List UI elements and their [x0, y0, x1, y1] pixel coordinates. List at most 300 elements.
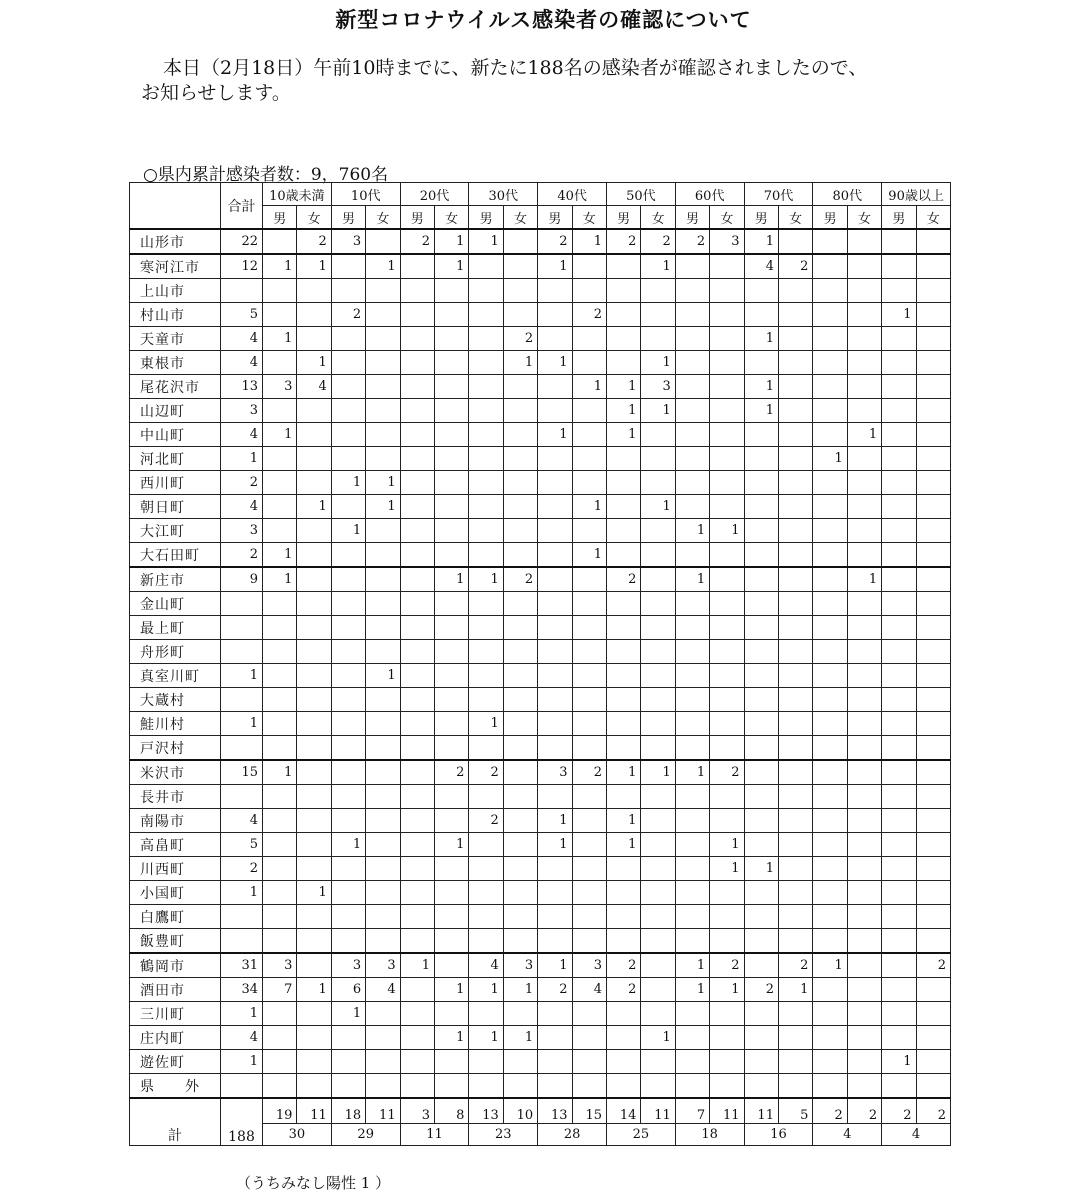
count-cell: 1	[572, 495, 606, 519]
count-cell	[331, 616, 365, 640]
count-cell: 3	[503, 953, 537, 978]
count-cell	[366, 616, 400, 640]
count-cell: 2	[434, 760, 468, 785]
row-total: 4	[221, 351, 263, 375]
table-row	[130, 905, 951, 929]
count-cell	[778, 640, 812, 664]
count-cell	[503, 881, 537, 905]
count-cell	[778, 423, 812, 447]
count-cell	[572, 1002, 606, 1026]
table-row	[130, 953, 951, 978]
count-cell	[434, 881, 468, 905]
table-row	[130, 303, 951, 327]
count-cell	[778, 327, 812, 351]
count-cell	[538, 567, 572, 592]
municipality-name: 真室川町	[130, 664, 221, 688]
municipality-name: 大石田町	[130, 543, 221, 568]
count-cell	[538, 881, 572, 905]
count-cell	[641, 447, 675, 471]
count-cell	[434, 929, 468, 954]
count-cell	[503, 833, 537, 857]
count-cell	[778, 519, 812, 543]
count-cell: 1	[263, 254, 297, 279]
count-cell	[331, 712, 365, 736]
count-cell	[366, 303, 400, 327]
count-cell	[366, 785, 400, 809]
count-cell: 1	[331, 471, 365, 495]
count-cell: 1	[434, 229, 468, 254]
count-cell	[778, 375, 812, 399]
count-cell	[572, 640, 606, 664]
count-cell	[366, 857, 400, 881]
count-cell	[710, 423, 744, 447]
count-cell	[366, 399, 400, 423]
municipality-name: 鮭川村	[130, 712, 221, 736]
count-cell: 1	[710, 833, 744, 857]
count-cell	[813, 471, 847, 495]
count-cell	[813, 279, 847, 303]
count-cell	[263, 1050, 297, 1074]
count-cell: 1	[641, 495, 675, 519]
count-cell	[916, 809, 950, 833]
count-cell	[297, 1002, 331, 1026]
count-cell	[263, 833, 297, 857]
count-cell	[744, 423, 778, 447]
female-header: 女	[572, 206, 606, 230]
count-cell	[469, 592, 503, 616]
count-cell	[434, 785, 468, 809]
count-cell	[847, 953, 881, 978]
count-cell	[916, 616, 950, 640]
count-cell	[606, 543, 640, 568]
count-cell: 1	[744, 857, 778, 881]
count-cell	[882, 375, 916, 399]
count-cell	[847, 399, 881, 423]
count-cell	[469, 857, 503, 881]
female-header: 女	[434, 206, 468, 230]
count-cell: 1	[331, 1002, 365, 1026]
count-cell	[331, 254, 365, 279]
count-cell	[710, 1026, 744, 1050]
count-cell	[641, 929, 675, 954]
count-cell	[434, 303, 468, 327]
count-cell	[778, 303, 812, 327]
count-cell	[434, 1050, 468, 1074]
count-cell	[297, 1026, 331, 1050]
count-cell	[606, 279, 640, 303]
count-cell	[916, 1026, 950, 1050]
count-cell	[297, 785, 331, 809]
age-group-header: 20代	[400, 183, 469, 206]
row-total: 12	[221, 254, 263, 279]
count-cell	[710, 567, 744, 592]
count-cell	[366, 760, 400, 785]
count-cell	[434, 399, 468, 423]
count-cell	[538, 327, 572, 351]
count-cell	[675, 809, 709, 833]
count-cell	[503, 423, 537, 447]
row-total: 1	[221, 712, 263, 736]
count-cell	[916, 567, 950, 592]
count-cell: 1	[538, 254, 572, 279]
count-cell: 1	[572, 543, 606, 568]
female-header: 女	[710, 206, 744, 230]
count-cell	[400, 519, 434, 543]
count-cell	[778, 929, 812, 954]
municipality-name: 大蔵村	[130, 688, 221, 712]
count-cell	[503, 905, 537, 929]
male-header: 男	[813, 206, 847, 230]
count-cell	[572, 905, 606, 929]
count-cell	[847, 279, 881, 303]
count-cell	[675, 447, 709, 471]
count-cell	[606, 1026, 640, 1050]
count-cell: 3	[641, 375, 675, 399]
count-cell	[366, 447, 400, 471]
count-cell	[469, 327, 503, 351]
row-total: 4	[221, 1026, 263, 1050]
count-cell	[744, 543, 778, 568]
count-cell: 4	[366, 978, 400, 1002]
row-total	[221, 785, 263, 809]
count-cell	[675, 616, 709, 640]
count-cell	[847, 303, 881, 327]
count-cell	[538, 616, 572, 640]
count-cell	[263, 881, 297, 905]
table-row	[130, 399, 951, 423]
age-group-header: 90歳以上	[882, 183, 951, 206]
count-cell: 1	[744, 327, 778, 351]
count-cell	[916, 327, 950, 351]
count-cell	[331, 640, 365, 664]
count-cell	[675, 785, 709, 809]
count-cell	[572, 279, 606, 303]
count-cell	[813, 327, 847, 351]
count-cell	[503, 809, 537, 833]
count-cell	[366, 1026, 400, 1050]
count-cell	[503, 254, 537, 279]
count-cell	[263, 471, 297, 495]
row-total	[221, 1074, 263, 1099]
count-cell	[744, 953, 778, 978]
count-cell	[606, 254, 640, 279]
count-cell	[606, 688, 640, 712]
count-cell	[916, 495, 950, 519]
count-cell	[778, 688, 812, 712]
count-cell: 1	[675, 760, 709, 785]
table-row	[130, 929, 951, 954]
count-cell: 1	[606, 399, 640, 423]
sum-by-age-cell: 25	[606, 1124, 675, 1146]
count-cell	[434, 447, 468, 471]
count-cell	[366, 351, 400, 375]
count-cell: 1	[641, 254, 675, 279]
municipality-name: 高畠町	[130, 833, 221, 857]
sum-by-sex-cell: 5	[778, 1098, 812, 1124]
count-cell	[882, 978, 916, 1002]
count-cell: 1	[263, 760, 297, 785]
age-group-header: 40代	[538, 183, 607, 206]
count-cell	[400, 736, 434, 761]
count-cell	[400, 640, 434, 664]
count-cell	[744, 471, 778, 495]
count-cell: 1	[366, 664, 400, 688]
municipality-name: 天童市	[130, 327, 221, 351]
count-cell: 1	[813, 447, 847, 471]
count-cell	[331, 1026, 365, 1050]
count-cell	[469, 279, 503, 303]
count-cell: 2	[606, 953, 640, 978]
count-cell: 1	[297, 351, 331, 375]
infection-table	[129, 182, 951, 1146]
count-cell	[744, 1026, 778, 1050]
count-cell	[847, 1026, 881, 1050]
count-cell	[744, 929, 778, 954]
count-cell: 2	[297, 229, 331, 254]
sum-by-sex-cell: 13	[538, 1098, 572, 1124]
count-cell: 1	[263, 327, 297, 351]
count-cell	[916, 1050, 950, 1074]
count-cell	[710, 303, 744, 327]
count-cell	[400, 471, 434, 495]
count-cell: 3	[538, 760, 572, 785]
row-total: 4	[221, 423, 263, 447]
row-total: 3	[221, 519, 263, 543]
count-cell	[778, 1026, 812, 1050]
count-cell	[503, 375, 537, 399]
count-cell	[263, 809, 297, 833]
count-cell	[366, 929, 400, 954]
municipality-name: 寒河江市	[130, 254, 221, 279]
count-cell	[331, 327, 365, 351]
count-cell	[366, 423, 400, 447]
count-cell: 1	[847, 423, 881, 447]
count-cell	[847, 978, 881, 1002]
count-cell	[606, 616, 640, 640]
municipality-name: 庄内町	[130, 1026, 221, 1050]
age-group-header: 50代	[606, 183, 675, 206]
municipality-name: 山辺町	[130, 399, 221, 423]
count-cell: 1	[434, 567, 468, 592]
count-cell: 1	[538, 351, 572, 375]
count-cell	[469, 1074, 503, 1099]
count-cell	[847, 760, 881, 785]
count-cell	[572, 399, 606, 423]
count-cell	[675, 254, 709, 279]
row-total: 2	[221, 857, 263, 881]
count-cell	[503, 616, 537, 640]
count-cell	[847, 1074, 881, 1099]
table-row	[130, 1074, 951, 1099]
count-cell	[263, 640, 297, 664]
count-cell	[538, 785, 572, 809]
count-cell	[469, 833, 503, 857]
count-cell	[813, 736, 847, 761]
count-cell	[366, 375, 400, 399]
count-cell: 1	[538, 809, 572, 833]
count-cell	[641, 327, 675, 351]
count-cell: 1	[434, 1026, 468, 1050]
count-cell	[606, 712, 640, 736]
count-cell	[675, 712, 709, 736]
count-cell: 1	[263, 423, 297, 447]
count-cell	[538, 1002, 572, 1026]
count-cell	[331, 351, 365, 375]
count-cell	[813, 929, 847, 954]
sum-by-age-cell: 11	[400, 1124, 469, 1146]
count-cell: 1	[606, 375, 640, 399]
count-cell	[331, 905, 365, 929]
count-cell	[400, 978, 434, 1002]
count-cell	[434, 375, 468, 399]
count-cell	[916, 1074, 950, 1099]
count-cell	[813, 351, 847, 375]
count-cell	[400, 375, 434, 399]
count-cell	[916, 881, 950, 905]
count-cell	[882, 327, 916, 351]
count-cell	[675, 1074, 709, 1099]
male-header: 男	[469, 206, 503, 230]
total-header: 合計	[221, 183, 263, 230]
count-cell	[744, 1074, 778, 1099]
count-cell	[847, 495, 881, 519]
count-cell	[606, 905, 640, 929]
row-total: 1	[221, 664, 263, 688]
count-cell	[331, 375, 365, 399]
count-cell	[916, 736, 950, 761]
count-cell	[400, 543, 434, 568]
count-cell	[297, 736, 331, 761]
sum-by-sex-cell: 11	[641, 1098, 675, 1124]
count-cell	[813, 519, 847, 543]
count-cell	[916, 905, 950, 929]
count-cell	[882, 881, 916, 905]
count-cell	[606, 640, 640, 664]
count-cell	[572, 254, 606, 279]
count-cell	[847, 736, 881, 761]
count-cell: 1	[710, 978, 744, 1002]
count-cell	[778, 1050, 812, 1074]
count-cell	[710, 1050, 744, 1074]
count-cell	[331, 495, 365, 519]
count-cell	[916, 592, 950, 616]
count-cell	[675, 833, 709, 857]
count-cell	[641, 1002, 675, 1026]
count-cell	[710, 399, 744, 423]
count-cell: 2	[400, 229, 434, 254]
count-cell	[675, 1026, 709, 1050]
count-cell	[641, 543, 675, 568]
count-cell: 2	[710, 760, 744, 785]
table-row	[130, 1026, 951, 1050]
count-cell	[297, 664, 331, 688]
count-cell	[366, 279, 400, 303]
count-cell	[710, 785, 744, 809]
count-cell	[297, 640, 331, 664]
count-cell	[710, 351, 744, 375]
count-cell	[916, 375, 950, 399]
count-cell	[469, 929, 503, 954]
count-cell	[778, 736, 812, 761]
count-cell	[710, 254, 744, 279]
count-cell	[641, 592, 675, 616]
count-cell	[263, 447, 297, 471]
count-cell	[744, 1002, 778, 1026]
count-cell: 1	[400, 953, 434, 978]
count-cell	[263, 857, 297, 881]
municipality-name: 鶴岡市	[130, 953, 221, 978]
row-total: 5	[221, 833, 263, 857]
count-cell	[263, 229, 297, 254]
count-cell: 1	[538, 423, 572, 447]
female-header: 女	[297, 206, 331, 230]
count-cell	[675, 375, 709, 399]
sum-by-sex-cell: 11	[710, 1098, 744, 1124]
age-group-header: 10代	[331, 183, 400, 206]
sum-label: 計	[130, 1098, 221, 1146]
table-row	[130, 833, 951, 857]
count-cell	[847, 929, 881, 954]
sum-by-sex-cell: 19	[263, 1098, 297, 1124]
count-cell	[847, 471, 881, 495]
count-cell	[882, 1002, 916, 1026]
count-cell	[400, 567, 434, 592]
count-cell	[331, 543, 365, 568]
municipality-name: 尾花沢市	[130, 375, 221, 399]
count-cell	[778, 567, 812, 592]
count-cell	[675, 399, 709, 423]
count-cell	[538, 1074, 572, 1099]
row-total	[221, 279, 263, 303]
count-cell: 1	[744, 229, 778, 254]
count-cell	[641, 712, 675, 736]
count-cell	[813, 1050, 847, 1074]
row-total: 4	[221, 809, 263, 833]
count-cell: 1	[469, 1026, 503, 1050]
count-cell	[813, 881, 847, 905]
row-total: 15	[221, 760, 263, 785]
count-cell	[606, 327, 640, 351]
count-cell	[469, 303, 503, 327]
count-cell	[469, 447, 503, 471]
count-cell	[434, 688, 468, 712]
count-cell	[744, 809, 778, 833]
sum-by-age-cell: 28	[538, 1124, 607, 1146]
count-cell: 1	[606, 809, 640, 833]
count-cell	[263, 279, 297, 303]
count-cell	[606, 664, 640, 688]
count-cell	[297, 1050, 331, 1074]
count-cell	[813, 399, 847, 423]
count-cell	[847, 327, 881, 351]
female-header: 女	[641, 206, 675, 230]
table-row	[130, 688, 951, 712]
count-cell	[606, 351, 640, 375]
count-cell: 3	[572, 953, 606, 978]
count-cell	[847, 254, 881, 279]
count-cell	[641, 905, 675, 929]
sum-by-sex-cell: 7	[675, 1098, 709, 1124]
count-cell: 1	[606, 833, 640, 857]
count-cell	[538, 929, 572, 954]
count-cell	[469, 688, 503, 712]
count-cell	[813, 1074, 847, 1099]
count-cell	[882, 519, 916, 543]
count-cell	[847, 229, 881, 254]
count-cell	[778, 712, 812, 736]
count-cell	[641, 664, 675, 688]
count-cell	[297, 447, 331, 471]
